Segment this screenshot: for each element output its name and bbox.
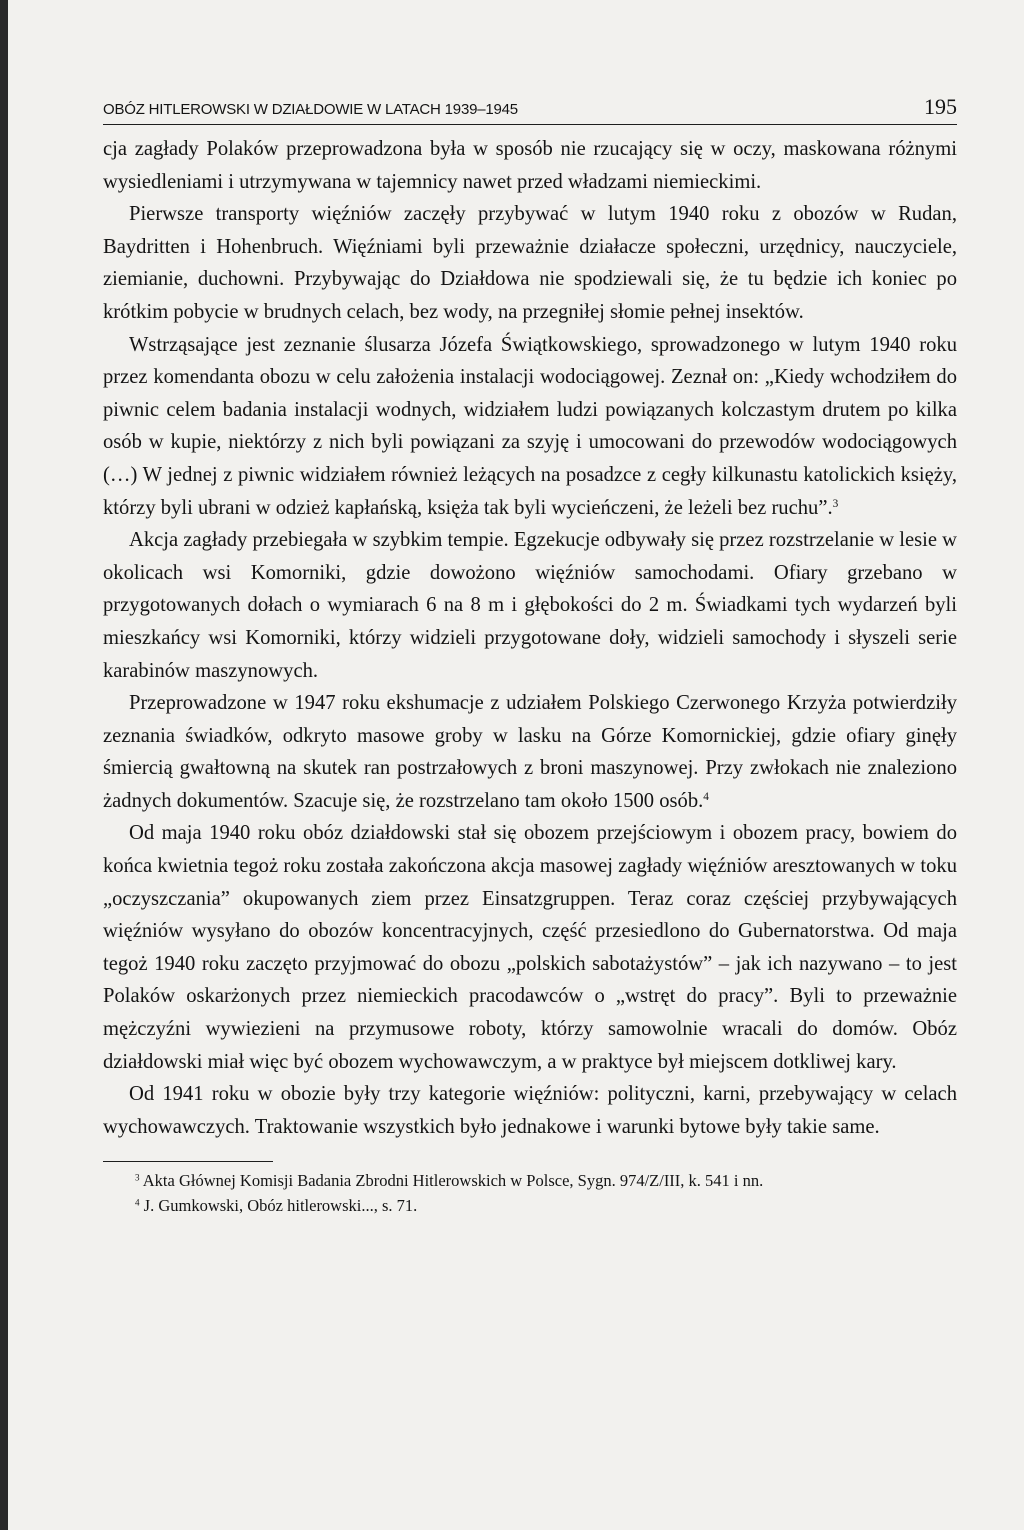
paragraph-2 — [103, 198, 957, 328]
paragraph-1-text: cja zagłady Polaków przeprowadzona była w sposób nie rzucający się w oczy, maskowana różnymi wysiedleniami i utrzymywana w tajemnicy nawet przed władzami niemieckimi. — [103, 138, 957, 193]
footnote-text: J. Gumkowski, Obóz hitlerowski..., s. 71. — [143, 1196, 418, 1216]
body-text — [103, 133, 957, 1143]
paragraph-2-text: Pierwsze transporty więźniów zaczęły przybywać w lutym 1940 roku z obozów w Rudan, Baydritten i Hohenbruch. Więźniami byli przeważnie działacze społeczni, urzędnicy, nauczyciele, ziemianie, duchowni. Przybywając do Działdowa nie spodziewali się, że tu będzie ich koniec po krótkim pobycie w brudnych celach, bez wody, na przegniłej słomie pełnej insektów. — [103, 203, 957, 323]
footnote-3 — [103, 1168, 957, 1193]
paragraph-5-text: Przeprowadzone w 1947 roku ekshumacje z udziałem Polskiego Czerwonego Krzyża potwierdziły zeznania świadków, odkryto masowe groby w lasku na Górze Komornickiej, gdzie ofiary ginęły śmiercią gwałtowną na skutek ran postrzałowych z broni maszynowej. Przy zwłokach nie znaleziono żadnych dokumentów. Szacuje się, że rozstrzelano tam około 1500 osób. — [103, 692, 957, 812]
footnote-4 — [103, 1193, 957, 1218]
paragraph-6 — [103, 817, 957, 1078]
footnote-text: Akta Głównej Komisji Badania Zbrodni Hitlerowskich w Polsce, Sygn. 974/Z/III, k. 541 i nn. — [142, 1171, 764, 1191]
paragraph-6-text: Od maja 1940 roku obóz działdowski stał się obozem przejściowym i obozem pracy, bowiem do końca kwietnia tegoż roku została zakończona akcja masowej zagłady więźniów aresztowanych w toku „oczyszczania” okupowanych ziem przez Einsatzgruppen. Teraz coraz częściej przybywających więźniów wysyłano do obozów koncentracyjnych, część przesiedlono do Gubernatorstwa. Od maja tegoż 1940 roku zaczęto przyjmować do obozu „polskich sabotażystów” – jak ich nazywano – to jest Polaków oskarżonych przez niemieckich pracodawców o „wstręt do pracy”. Byli to przeważnie mężczyźni wywiezieni na przymusowe roboty, którzy samowolnie wracali do domów. Obóz działdowski miał więc być obozem wychowawczym, a w praktyce był miejscem dotkliwej kary. — [103, 822, 957, 1073]
footnote-divider — [103, 1161, 273, 1162]
footnote-mark: 4 — [135, 1197, 140, 1208]
paragraph-1 — [103, 133, 957, 198]
book-page — [103, 88, 957, 1218]
running-title: OBÓZ HITLEROWSKI W DZIAŁDOWIE W LATACH 1939–1945 — [103, 101, 518, 118]
page-number: 195 — [924, 94, 957, 119]
paragraph-3 — [103, 329, 957, 525]
paragraph-5 — [103, 687, 957, 817]
footnote-mark: 3 — [135, 1172, 140, 1183]
paragraph-7-text: Od 1941 roku w obozie były trzy kategorie więźniów: polityczni, karni, przebywający w celach wychowawczych. Traktowanie wszystkich było jednakowe i warunki bytowe były takie same. — [103, 1083, 957, 1138]
footnote-ref-4: 4 — [703, 791, 709, 804]
paragraph-4-text: Akcja zagłady przebiegała w szybkim tempie. Egzekucje odbywały się przez rozstrzelanie w lesie w okolicach wsi Komorniki, gdzie dowożono więźniów samochodami. Ofiary grzebano w przygotowanych dołach o wymiarach 6 na 8 m i głębokości do 2 m. Świadkami tych wydarzeń byli mieszkańcy wsi Komorniki, którzy widzieli przygotowane doły, widzieli samochody i słyszeli serie karabinów maszynowych. — [103, 529, 957, 682]
paragraph-4 — [103, 524, 957, 687]
footnote-ref-3: 3 — [832, 497, 839, 510]
running-header — [103, 88, 957, 125]
footnotes — [103, 1168, 957, 1218]
paragraph-3-text: Wstrząsające jest zeznanie ślusarza Józefa Świątkowskiego, sprowadzonego w lutym 1940 roku przez komendanta obozu w celu założenia instalacji wodociągowej. Zeznał on: „Kiedy wchodziłem do piwnic celem badania instalacji wodnych, widziałem ludzi powiązanych kolczastym drutem po kilka osób w kupie, niektórzy z nich byli powiązani za szyję i umocowani do przewodów wodociągowych (…) W jednej z piwnic widziałem również leżących na posadzce z cegły kilkunastu katolickich księży, którzy byli ubrani w odzież kapłańską, księża tak byli wycieńczeni, że leżeli bez ruchu”. — [103, 333, 957, 519]
binding-edge — [0, 0, 8, 1530]
paragraph-7 — [103, 1078, 957, 1143]
